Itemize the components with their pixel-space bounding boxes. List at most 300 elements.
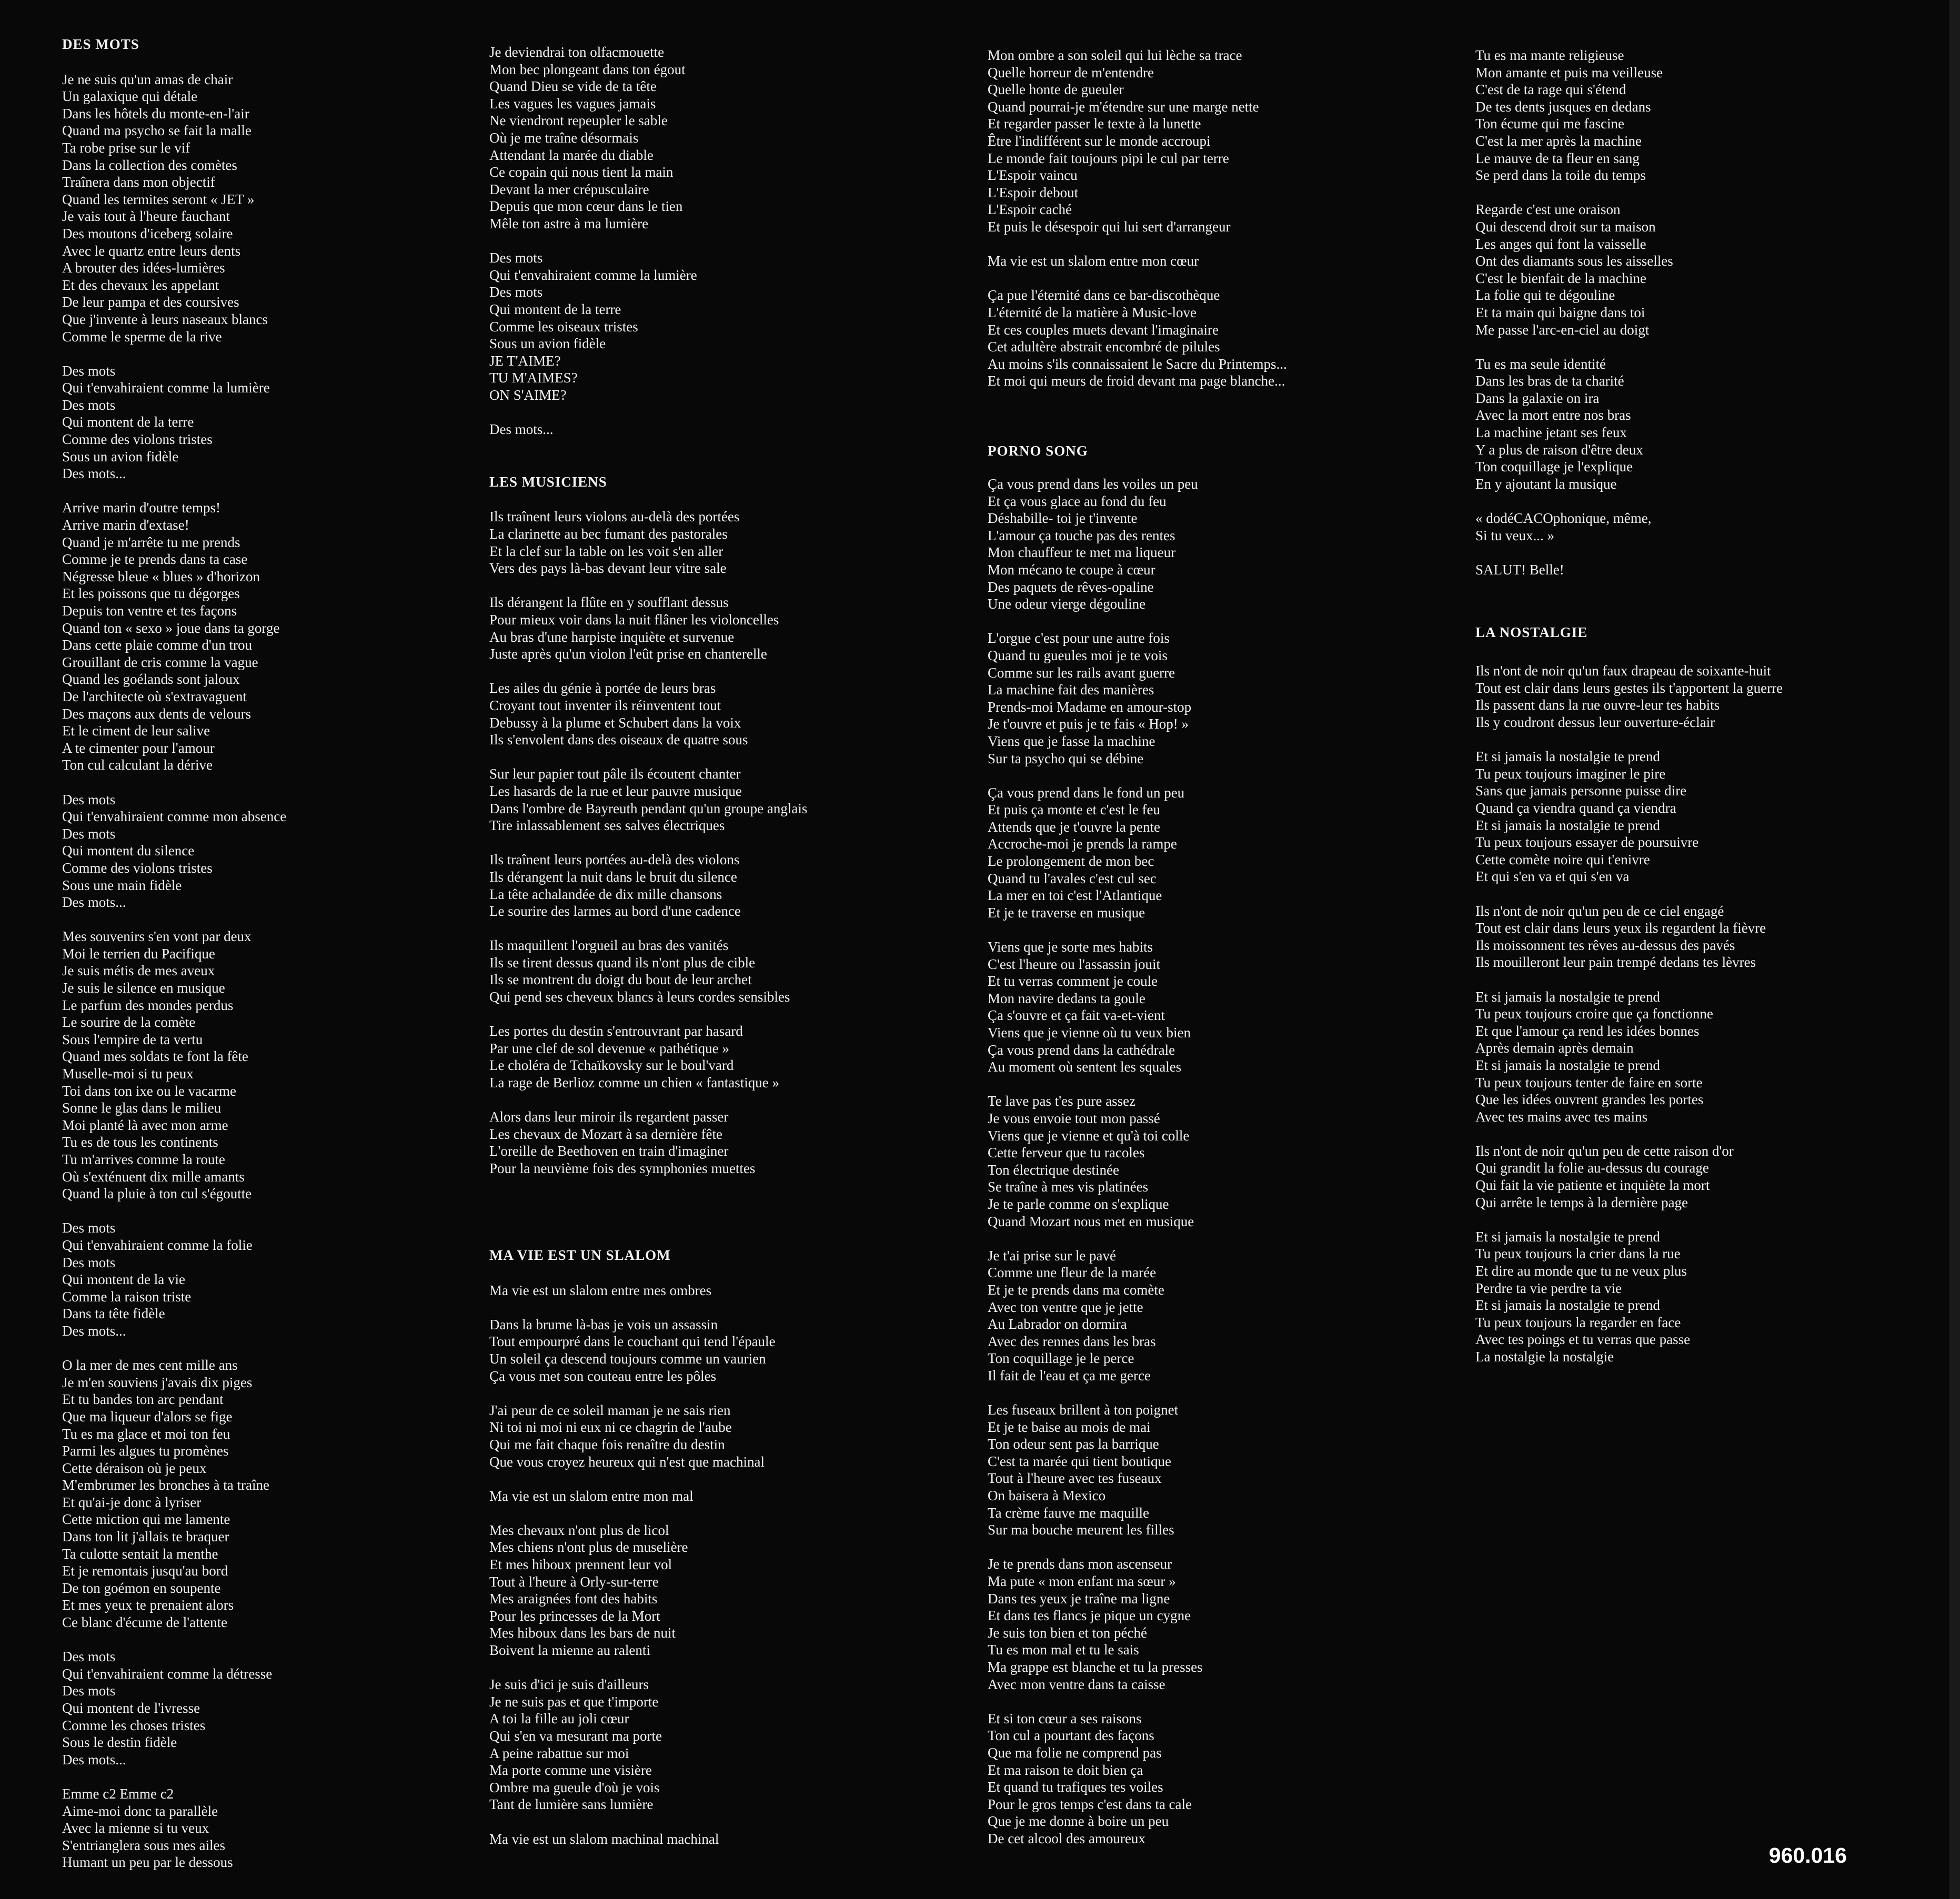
lyric-line: Au moins s'ils connaissaient le Sacre du Printemps... bbox=[988, 356, 1287, 372]
lyric-line: Que ma folie ne comprend pas bbox=[988, 1744, 1162, 1761]
lyric-line: Mon amante et puis ma veilleuse bbox=[1475, 64, 1663, 80]
lyric-line: Des mots bbox=[489, 284, 543, 300]
lyric-line: Des mots... bbox=[62, 466, 126, 482]
stanza bbox=[489, 1831, 942, 1848]
lyric-line: Quand tu gueules moi je te vois bbox=[988, 647, 1168, 663]
lyric-line: Tu peux toujours croire que ça fonctionne bbox=[1475, 1006, 1713, 1022]
lyric-line: Les vagues les vagues jamais bbox=[489, 95, 656, 112]
stanza bbox=[988, 252, 1440, 270]
lyric-line: Qui descend droit sur ta maison bbox=[1475, 218, 1656, 235]
lyric-line: Humant un peu par le dessous bbox=[62, 1854, 233, 1871]
lyric-line: Je t'ai prise sur le pavé bbox=[988, 1247, 1117, 1264]
lyric-line: Mon mécano te coupe à cœur bbox=[988, 561, 1155, 578]
lyric-line: Et si jamais la nostalgie te prend bbox=[1475, 988, 1660, 1005]
stanza bbox=[489, 1108, 942, 1177]
lyric-line: Moi le terrien du Pacifique bbox=[62, 945, 215, 962]
stanza bbox=[988, 47, 1440, 236]
lyric-line: Mes hiboux dans les bars de nuit bbox=[489, 1625, 676, 1641]
lyric-line: Vers des pays là-bas devant leur vitre sale bbox=[489, 560, 727, 577]
lyric-line: Avec tes mains avec tes mains bbox=[1475, 1108, 1648, 1125]
lyric-line: Et puis ça monte et c'est le feu bbox=[988, 802, 1160, 818]
lyric-line: Quand ça viendra quand ça viendra bbox=[1475, 800, 1676, 816]
lyric-line: Ça vous prend dans le fond un peu bbox=[988, 784, 1185, 801]
lyric-line: De l'architecte où s'extravaguent bbox=[62, 688, 247, 704]
lyric-line: Qui t'envahiraient comme mon absence bbox=[62, 809, 287, 825]
lyric-line: L'orgue c'est pour une autre fois bbox=[988, 630, 1170, 647]
lyric-line: Ce blanc d'écume de l'attente bbox=[62, 1614, 228, 1631]
lyric-line: Avec tes poings et tu verras que passe bbox=[1475, 1331, 1691, 1348]
lyric-line: Dans la brume là-bas je vois un assassin bbox=[489, 1316, 718, 1332]
catalog-number: 960.016 bbox=[1768, 1843, 1847, 1867]
lyric-line: Mes souvenirs s'en vont par deux bbox=[62, 928, 252, 945]
lyric-line: Ce copain qui nous tient la main bbox=[489, 164, 674, 180]
lyric-line: Viens que je fasse la machine bbox=[988, 733, 1155, 749]
lyric-line: Dans les hôtels du monte-en-l'air bbox=[62, 105, 249, 122]
stanza bbox=[988, 1555, 1440, 1693]
lyric-line: Devant la mer crépusculaire bbox=[489, 181, 649, 197]
lyric-line: Négresse bleue « blues » d'horizon bbox=[62, 568, 260, 584]
lyric-line: Viens que je vienne où tu veux bien bbox=[988, 1025, 1191, 1041]
lyric-line: Aime-moi donc ta parallèle bbox=[62, 1803, 218, 1819]
lyric-line: Comme les oiseaux tristes bbox=[489, 318, 638, 335]
lyric-line: Des mots bbox=[62, 1649, 116, 1665]
lyric-line: Cet adultère abstrait encombré de pilules bbox=[988, 339, 1220, 355]
lyric-line: Tu m'arrives comme la route bbox=[62, 1151, 225, 1167]
lyric-line: Ton cul a pourtant des façons bbox=[988, 1728, 1154, 1744]
lyric-line: En y ajoutant la musique bbox=[1475, 476, 1617, 492]
lyric-line: Tu es ma seule identité bbox=[1475, 356, 1606, 372]
lyric-line: Après demain après demain bbox=[1475, 1040, 1634, 1056]
lyric-line: Ils traînent leurs violons au-delà des portées bbox=[489, 509, 740, 525]
lyric-line: Tu peux toujours la regarder en face bbox=[1475, 1314, 1681, 1330]
lyric-line: Tout empourpré dans le couchant qui tend l'épaule bbox=[489, 1334, 776, 1350]
lyric-line: Les hasards de la rue et leur pauvre musique bbox=[489, 783, 742, 799]
lyric-line: Ils mouilleront leur pain trempé dedans tes lèvres bbox=[1475, 954, 1756, 971]
lyric-line: Mes araignées font des habits bbox=[489, 1591, 658, 1607]
lyric-line: Si tu veux... » bbox=[1475, 527, 1555, 543]
lyric-line: Sous un avion fidèle bbox=[489, 336, 606, 352]
lyric-line: A peine rabattue sur moi bbox=[489, 1745, 629, 1761]
stanza bbox=[489, 765, 942, 834]
lyric-line: Avec la mort entre nos bras bbox=[1475, 407, 1631, 423]
stanza bbox=[62, 928, 515, 1203]
lyric-line: Et si jamais la nostalgie te prend bbox=[1475, 1228, 1660, 1245]
lyric-line: Je vais tout à l'heure fauchant bbox=[62, 208, 230, 225]
lyric-line: Mes chevaux n'ont plus de licol bbox=[489, 1522, 669, 1538]
lyric-line: Qui montent de la vie bbox=[62, 1271, 185, 1288]
lyric-line: Qui me fait chaque fois renaître du destin bbox=[489, 1436, 725, 1452]
lyric-line: Les anges qui font la vaisselle bbox=[1475, 236, 1646, 252]
lyric-line: Et si jamais la nostalgie te prend bbox=[1475, 749, 1660, 765]
stanza bbox=[62, 1785, 515, 1871]
lyric-line: Dans ta tête fidèle bbox=[62, 1306, 165, 1322]
stanza bbox=[988, 287, 1440, 390]
lyric-line: La machine fait des manières bbox=[988, 682, 1154, 698]
lyric-line: Tu es ma glace et moi ton feu bbox=[62, 1426, 230, 1442]
lyric-line: Cette miction qui me lamente bbox=[62, 1511, 230, 1528]
lyric-line: Ils n'ont de noir qu'un peu de ce ciel engagé bbox=[1475, 903, 1724, 919]
lyric-line: Quand je m'arrête tu me prends bbox=[62, 534, 240, 550]
stanza bbox=[1475, 903, 1928, 971]
lyric-line: Tu es ma mante religieuse bbox=[1475, 47, 1624, 63]
lyric-line: Quand ma psycho se fait la malle bbox=[62, 123, 252, 139]
lyric-line: C'est ta marée qui tient boutique bbox=[988, 1453, 1172, 1469]
stanza bbox=[988, 1247, 1440, 1385]
lyric-line: Ta culotte sentait la menthe bbox=[62, 1546, 218, 1562]
lyric-line: SALUT! Belle! bbox=[1475, 561, 1564, 578]
lyric-line: Le sourire des larmes au bord d'une cadence bbox=[489, 903, 741, 920]
lyric-line: Emme c2 Emme c2 bbox=[62, 1785, 174, 1802]
lyric-line: Et si jamais la nostalgie te prend bbox=[1475, 817, 1660, 833]
lyric-line: Qui pend ses cheveux blancs à leurs cordes sensibles bbox=[489, 989, 790, 1005]
lyric-line: Que ma liqueur d'alors se fige bbox=[62, 1408, 233, 1425]
lyric-line: Que vous croyez heureux qui n'est que machinal bbox=[489, 1453, 765, 1470]
lyric-line: Où je me traîne désormais bbox=[489, 129, 639, 146]
lyric-line: Des mots bbox=[62, 825, 116, 842]
lyric-line: Cette déraison où je peux bbox=[62, 1460, 207, 1476]
lyric-line: Le prolongement de mon bec bbox=[988, 853, 1154, 870]
lyric-line: Arrive marin d'extase! bbox=[62, 517, 189, 533]
lyric-line: Ta robe prise sur le vif bbox=[62, 139, 190, 156]
lyric-line: De tes dents jusques en dedans bbox=[1475, 98, 1651, 115]
lyric-line: TU M'AIMES? bbox=[489, 370, 578, 386]
lyrics-column-2 bbox=[489, 44, 942, 1847]
lyric-line: Sous un avion fidèle bbox=[62, 448, 179, 464]
lyric-line: C'est le bienfait de la machine bbox=[1475, 270, 1646, 286]
lyric-line: Ton coquillage je le perce bbox=[988, 1350, 1134, 1367]
lyric-line: La machine jetant ses feux bbox=[1475, 425, 1627, 441]
lyric-line: Ton écume qui me fascine bbox=[1475, 116, 1624, 132]
lyric-line: Quand les goélands sont jaloux bbox=[62, 671, 240, 688]
lyric-line: Ils traînent leurs portées au-delà des violons bbox=[489, 852, 740, 868]
lyric-line: Ils n'ont de noir qu'un faux drapeau de soixante-huit bbox=[1475, 663, 1771, 679]
stanza bbox=[62, 499, 515, 774]
stanza bbox=[489, 851, 942, 920]
lyric-line: C'est l'heure ou l'assassin jouit bbox=[988, 956, 1161, 972]
lyric-line: Que j'invente à leurs naseaux blancs bbox=[62, 311, 268, 327]
lyric-line: Quand la pluie à ton cul s'égoutte bbox=[62, 1186, 252, 1202]
lyric-line: L'Espoir caché bbox=[988, 201, 1072, 218]
lyric-line: Tout est clair dans leurs yeux ils regardent la fièvre bbox=[1475, 920, 1766, 936]
lyric-line: S'entrianglera sous mes ailes bbox=[62, 1837, 226, 1853]
lyric-line: De leur pampa et des coursives bbox=[62, 294, 239, 310]
lyric-line: Le sourire de la comète bbox=[62, 1014, 196, 1031]
lyric-line: Mêle ton astre à ma lumière bbox=[489, 215, 649, 231]
lyric-line: ON S'AIME? bbox=[489, 387, 567, 403]
lyric-line: On baisera à Mexico bbox=[988, 1488, 1106, 1504]
lyric-line: Comme sur les rails avant guerre bbox=[988, 664, 1175, 681]
lyric-line: Ils se montrent du doigt du bout de leur archet bbox=[489, 972, 752, 988]
lyric-line: Y a plus de raison d'être deux bbox=[1475, 441, 1643, 458]
lyric-line: Et la clef sur la table on les voit s'en aller bbox=[489, 543, 723, 559]
lyric-line: Depuis que mon cœur dans le tien bbox=[489, 198, 683, 215]
lyric-line: Depuis ton ventre et tes façons bbox=[62, 603, 237, 619]
lyric-line: L'Espoir vaincu bbox=[988, 167, 1078, 184]
lyric-line: Et tu verras comment je coule bbox=[988, 973, 1158, 989]
lyric-line: Tu es mon mal et tu le sais bbox=[988, 1642, 1139, 1658]
lyric-line: Traînera dans mon objectif bbox=[62, 174, 215, 190]
lyric-line: Sur ta psycho qui se débine bbox=[988, 750, 1144, 766]
lyric-line: Ma vie est un slalom machinal machinal bbox=[489, 1831, 719, 1847]
lyric-line: Mes chiens n'ont plus de muselière bbox=[489, 1539, 688, 1555]
lyric-line: Ton électrique destinée bbox=[988, 1161, 1120, 1178]
lyric-line: Quand tu l'avales c'est cul sec bbox=[988, 870, 1157, 886]
lyrics-column-3 bbox=[988, 47, 1440, 1847]
lyric-line: Je suis ton bien et ton péché bbox=[988, 1624, 1147, 1641]
lyric-line: Tu es de tous les continents bbox=[62, 1134, 218, 1150]
lyric-line: Je suis le silence en musique bbox=[62, 980, 225, 996]
stanza bbox=[489, 1676, 942, 1813]
stanza bbox=[489, 680, 942, 748]
lyric-line: La mer en toi c'est l'Atlantique bbox=[988, 887, 1162, 904]
lyric-line: Pour la neuvième fois des symphonies muettes bbox=[489, 1160, 756, 1176]
lyric-line: C'est la mer après la machine bbox=[1475, 133, 1642, 149]
lyric-line: Comme une fleur de la marée bbox=[988, 1265, 1157, 1281]
lyrics-column-1 bbox=[62, 35, 515, 1871]
lyric-line: Être l'indifférent sur le monde accroupi bbox=[988, 133, 1211, 149]
lyric-line: La nostalgie la nostalgie bbox=[1475, 1349, 1614, 1365]
lyric-line: Un galaxique qui détale bbox=[62, 88, 198, 105]
stanza bbox=[489, 1023, 942, 1091]
lyric-line: Des mots... bbox=[62, 894, 126, 911]
lyric-line: Et mes yeux te prenaient alors bbox=[62, 1597, 234, 1613]
lyric-line: Et les poissons que tu dégorges bbox=[62, 585, 240, 602]
stanza bbox=[988, 441, 1440, 613]
lyric-line: Debussy à la plume et Schubert dans la voix bbox=[489, 714, 741, 731]
lyric-line: Tu peux toujours tenter de faire en sorte bbox=[1475, 1074, 1703, 1090]
lyric-line: Mon ombre a son soleil qui lui lèche sa trace bbox=[988, 47, 1242, 63]
lyric-line: Comme des violons tristes bbox=[62, 431, 213, 448]
lyric-line: Un soleil ça descend toujours comme un vaurien bbox=[489, 1350, 766, 1367]
lyric-line: Boivent la mienne au ralenti bbox=[489, 1642, 650, 1659]
lyric-line: Et quand tu trafiques tes voiles bbox=[988, 1779, 1163, 1795]
lyric-line: Ils se tirent dessus quand ils n'ont plus de cible bbox=[489, 954, 756, 971]
lyric-line: Sous une main fidèle bbox=[62, 877, 182, 893]
lyric-line: Je suis métis de mes aveux bbox=[62, 963, 215, 979]
lyric-line: Et ma raison te doit bien ça bbox=[988, 1762, 1143, 1778]
lyric-line: Avec le quartz entre leurs dents bbox=[62, 243, 241, 259]
stanza bbox=[489, 472, 942, 577]
lyric-line: Quelle honte de gueuler bbox=[988, 82, 1124, 98]
lyric-line: Des mots bbox=[62, 791, 116, 807]
stanza bbox=[62, 1648, 515, 1768]
stanza bbox=[1475, 47, 1928, 184]
lyric-line: De ton goémon en soupente bbox=[62, 1580, 221, 1596]
lyric-line: C'est de ta rage qui s'étend bbox=[1475, 82, 1626, 98]
stanza bbox=[489, 249, 942, 403]
lyric-line: Et ça vous glace au fond du feu bbox=[988, 493, 1167, 509]
lyric-line: Et ces couples muets devant l'imaginaire bbox=[988, 321, 1219, 338]
lyric-line: Ne viendront repeupler le sable bbox=[489, 113, 668, 129]
lyric-line: Ni toi ni moi ni eux ni ce chagrin de l'aube bbox=[489, 1419, 732, 1436]
stanza bbox=[489, 594, 942, 662]
lyric-line: Ma grappe est blanche et tu la presses bbox=[988, 1659, 1203, 1675]
song-title: DES MOTS bbox=[62, 36, 139, 52]
lyric-line: Tout à l'heure à Orly-sur-terre bbox=[489, 1573, 659, 1590]
lyric-line: Toi dans ton ixe ou le vacarme bbox=[62, 1083, 237, 1099]
lyric-line: Viens que je sorte mes habits bbox=[988, 939, 1153, 955]
lyric-line: Attendant la marée du diable bbox=[489, 147, 654, 163]
stanza bbox=[1475, 988, 1928, 1126]
lyric-line: JE T'AIME? bbox=[489, 352, 561, 369]
lyric-line: Et je te baise au mois de mai bbox=[988, 1419, 1151, 1435]
stanza bbox=[489, 1522, 942, 1659]
lyric-line: Qui t'envahiraient comme la lumière bbox=[62, 380, 270, 396]
lyric-line: Qui grandit la folie au-dessus du courage bbox=[1475, 1160, 1709, 1176]
lyric-line: A te cimenter pour l'amour bbox=[62, 740, 215, 756]
lyric-line: Tout est clair dans leurs gestes ils t'apportent la guerre bbox=[1475, 680, 1783, 696]
lyric-line: Quand Dieu se vide de ta tête bbox=[489, 78, 657, 95]
lyric-line: Des mots bbox=[62, 397, 116, 413]
lyric-line: Et je te prends dans ma comète bbox=[988, 1281, 1164, 1298]
lyric-line: La clarinette au bec fumant des pastorales bbox=[489, 526, 728, 542]
lyric-line: Sur leur papier tout pâle ils écoutent chanter bbox=[489, 766, 741, 782]
lyric-line: Et je te traverse en musique bbox=[988, 904, 1145, 921]
song-title: PORNO SONG bbox=[988, 442, 1088, 459]
lyric-line: Ma vie est un slalom entre mon cœur bbox=[988, 253, 1199, 269]
stanza bbox=[988, 1710, 1440, 1847]
stanza bbox=[489, 1316, 942, 1385]
stanza bbox=[62, 1357, 515, 1631]
stanza bbox=[1475, 510, 1928, 544]
lyric-line: Quand pourrai-je m'étendre sur une marge nette bbox=[988, 98, 1259, 115]
lyric-line: Qui montent de l'ivresse bbox=[62, 1700, 200, 1716]
lyric-line: Ils moissonnent tes rêves au-dessus des pavés bbox=[1475, 937, 1735, 953]
lyric-line: Les portes du destin s'entrouvrant par hasard bbox=[489, 1023, 743, 1039]
lyric-line: Des mots bbox=[62, 1220, 116, 1236]
lyric-line: Te lave pas t'es pure assez bbox=[988, 1093, 1136, 1109]
lyric-line: Cette comète noire qui t'enivre bbox=[1475, 851, 1650, 867]
lyric-line: Muselle-moi si tu peux bbox=[62, 1066, 194, 1082]
lyric-line: Tant de lumière sans lumière bbox=[489, 1796, 654, 1813]
lyric-line: Ta crème fauve me maquille bbox=[988, 1504, 1149, 1521]
lyric-line: Cette ferveur que tu racoles bbox=[988, 1145, 1145, 1161]
lyric-line: L'Espoir debout bbox=[988, 184, 1079, 200]
lyric-line: Je te parle comme on s'explique bbox=[988, 1196, 1169, 1212]
lyric-line: Une odeur vierge dégouline bbox=[988, 596, 1146, 612]
lyric-line: La tête achalandée de dix mille chansons bbox=[489, 886, 722, 902]
lyric-line: Des moutons d'iceberg solaire bbox=[62, 225, 233, 241]
lyric-line: Mon chauffeur te met ma liqueur bbox=[988, 544, 1176, 561]
lyric-line: Et ta main qui baigne dans toi bbox=[1475, 304, 1645, 320]
lyric-line: Il fait de l'eau et ça me gerce bbox=[988, 1367, 1151, 1383]
lyric-line: Déshabille- toi je t'invente bbox=[988, 510, 1138, 527]
lyric-line: A toi la fille au joli cœur bbox=[489, 1711, 629, 1727]
lyric-line: Tu peux toujours essayer de poursuivre bbox=[1475, 834, 1699, 851]
lyric-line: Arrive marin d'outre temps! bbox=[62, 500, 221, 516]
stanza bbox=[1475, 561, 1928, 579]
lyric-line: Ils s'envolent dans des oiseaux de quatre sous bbox=[489, 732, 748, 748]
lyric-line: Dans ton lit j'allais te braquer bbox=[62, 1529, 229, 1545]
lyric-line: Qui t'envahiraient comme la lumière bbox=[489, 267, 697, 283]
lyric-line: La rage de Berlioz comme un chien « fantastique » bbox=[489, 1075, 780, 1091]
lyric-line: Regarde c'est une oraison bbox=[1475, 201, 1621, 218]
lyric-line: Croyant tout inventer ils réinventent tout bbox=[489, 697, 721, 713]
stanza bbox=[1475, 748, 1928, 885]
lyric-line: Grouillant de cris comme la vague bbox=[62, 654, 258, 670]
lyric-line: Des paquets de rêves-opaline bbox=[988, 579, 1154, 595]
lyric-line: Sur ma bouche meurent les filles bbox=[988, 1522, 1174, 1538]
lyric-line: Ombre ma gueule d'où je vois bbox=[489, 1779, 660, 1795]
lyric-line: Que je me donne à boire un peu bbox=[988, 1813, 1169, 1830]
lyric-line: Tu peux toujours imaginer le pire bbox=[1475, 765, 1666, 782]
lyric-line: Ils passent dans la rue ouvre-leur tes habits bbox=[1475, 697, 1720, 713]
lyric-line: Sous le destin fidèle bbox=[62, 1734, 177, 1751]
lyric-line: Tu peux toujours la crier dans la rue bbox=[1475, 1246, 1681, 1262]
lyric-line: Qui fait la vie patiente et inquiète la mort bbox=[1475, 1177, 1710, 1194]
lyric-line: Comme je te prends dans ta case bbox=[62, 551, 248, 568]
lyric-line: Où s'exténuent dix mille amants bbox=[62, 1168, 245, 1185]
stanza bbox=[489, 1246, 942, 1299]
lyric-line: Quand les termites seront « JET » bbox=[62, 191, 255, 207]
lyric-line: Pour les princesses de la Mort bbox=[489, 1608, 660, 1624]
lyric-line: Ça pue l'éternité dans ce bar-discothèque bbox=[988, 287, 1220, 304]
lyric-line: Des mots bbox=[62, 1254, 116, 1270]
lyric-line: Attends que je t'ouvre la pente bbox=[988, 819, 1161, 835]
lyric-line: Et si ton cœur a ses raisons bbox=[988, 1710, 1142, 1726]
lyric-line: Je suis d'ici je suis d'ailleurs bbox=[489, 1676, 649, 1693]
lyric-line: Je ne suis qu'un amas de chair bbox=[62, 71, 233, 87]
lyric-line: Ils dérangent la nuit dans le bruit du silence bbox=[489, 868, 737, 885]
lyric-line: Des mots... bbox=[489, 421, 554, 438]
lyrics-column-4 bbox=[1475, 47, 1928, 1366]
lyric-line: Qui t'envahiraient comme la folie bbox=[62, 1237, 253, 1253]
stanza bbox=[1475, 1228, 1928, 1366]
lyric-line: « dodéCACOphonique, même, bbox=[1475, 510, 1652, 527]
lyric-line: Quand Mozart nous met en musique bbox=[988, 1213, 1194, 1229]
stanza bbox=[489, 937, 942, 1005]
lyric-line: Et tu bandes ton arc pendant bbox=[62, 1391, 224, 1408]
lyric-line: Mon navire dedans ta goule bbox=[988, 990, 1145, 1006]
lyric-line: Ton cul calculant la dérive bbox=[62, 757, 213, 773]
lyric-line: Au Labrador on dormira bbox=[988, 1316, 1127, 1332]
lyric-line: Moi planté là avec mon arme bbox=[62, 1117, 228, 1133]
lyric-line: Viens que je vienne et qu'à toi colle bbox=[988, 1127, 1190, 1144]
lyric-line: Dans la galaxie on ira bbox=[1475, 390, 1600, 406]
lyric-line: Comme la raison triste bbox=[62, 1288, 192, 1305]
lyric-line: Ma pute « mon enfant ma sœur » bbox=[988, 1573, 1176, 1589]
lyric-line: Tire inlassablement ses salves électriques bbox=[489, 817, 725, 834]
lyric-line: Le mauve de ta fleur en sang bbox=[1475, 150, 1640, 166]
lyric-line: Tout à l'heure avec tes fuseaux bbox=[988, 1470, 1162, 1487]
lyric-line: Dans les bras de ta charité bbox=[1475, 373, 1624, 389]
lyric-line: Les ailes du génie à portée de leurs bras bbox=[489, 680, 716, 696]
lyric-line: Parmi les algues tu promènes bbox=[62, 1443, 229, 1459]
lyric-line: Quand ton « sexo » joue dans ta gorge bbox=[62, 620, 280, 636]
lyric-line: Quand mes soldats te font la fête bbox=[62, 1048, 248, 1065]
lyric-line: Ma vie est un slalom entre mes ombres bbox=[489, 1282, 712, 1298]
lyric-line: Je m'en souviens j'avais dix piges bbox=[62, 1374, 253, 1390]
lyric-line: Je t'ouvre et puis je te fais « Hop! » bbox=[988, 716, 1189, 732]
stanza bbox=[988, 1093, 1440, 1230]
stanza bbox=[1475, 201, 1928, 338]
lyric-line: Juste après qu'un violon l'eût prise en chanterelle bbox=[489, 646, 767, 662]
lyric-line: Avec ton ventre que je jette bbox=[988, 1299, 1143, 1315]
lyric-line: Je te prends dans mon ascenseur bbox=[988, 1556, 1172, 1572]
lyric-line: J'ai peur de ce soleil maman je ne sais rien bbox=[489, 1402, 731, 1418]
stanza bbox=[62, 791, 515, 911]
lyric-line: Le parfum des mondes perdus bbox=[62, 997, 234, 1013]
lyric-line: Et dans tes flancs je pique un cygne bbox=[988, 1608, 1191, 1624]
lyric-line: Et qui s'en va et qui s'en va bbox=[1475, 868, 1630, 885]
lyric-line: Sonne le glas dans le milieu bbox=[62, 1100, 222, 1116]
lyric-line: Me passe l'arc-en-ciel au doigt bbox=[1475, 321, 1650, 338]
lyric-line: Dans l'ombre de Bayreuth pendant qu'un groupe anglais bbox=[489, 800, 808, 816]
lyric-line: Et des chevaux les appelant bbox=[62, 277, 219, 293]
lyric-line: Ton coquillage je l'explique bbox=[1475, 459, 1633, 475]
lyric-line: Et mes hiboux prennent leur vol bbox=[489, 1557, 672, 1573]
song-title: LES MUSICIENS bbox=[489, 473, 607, 490]
